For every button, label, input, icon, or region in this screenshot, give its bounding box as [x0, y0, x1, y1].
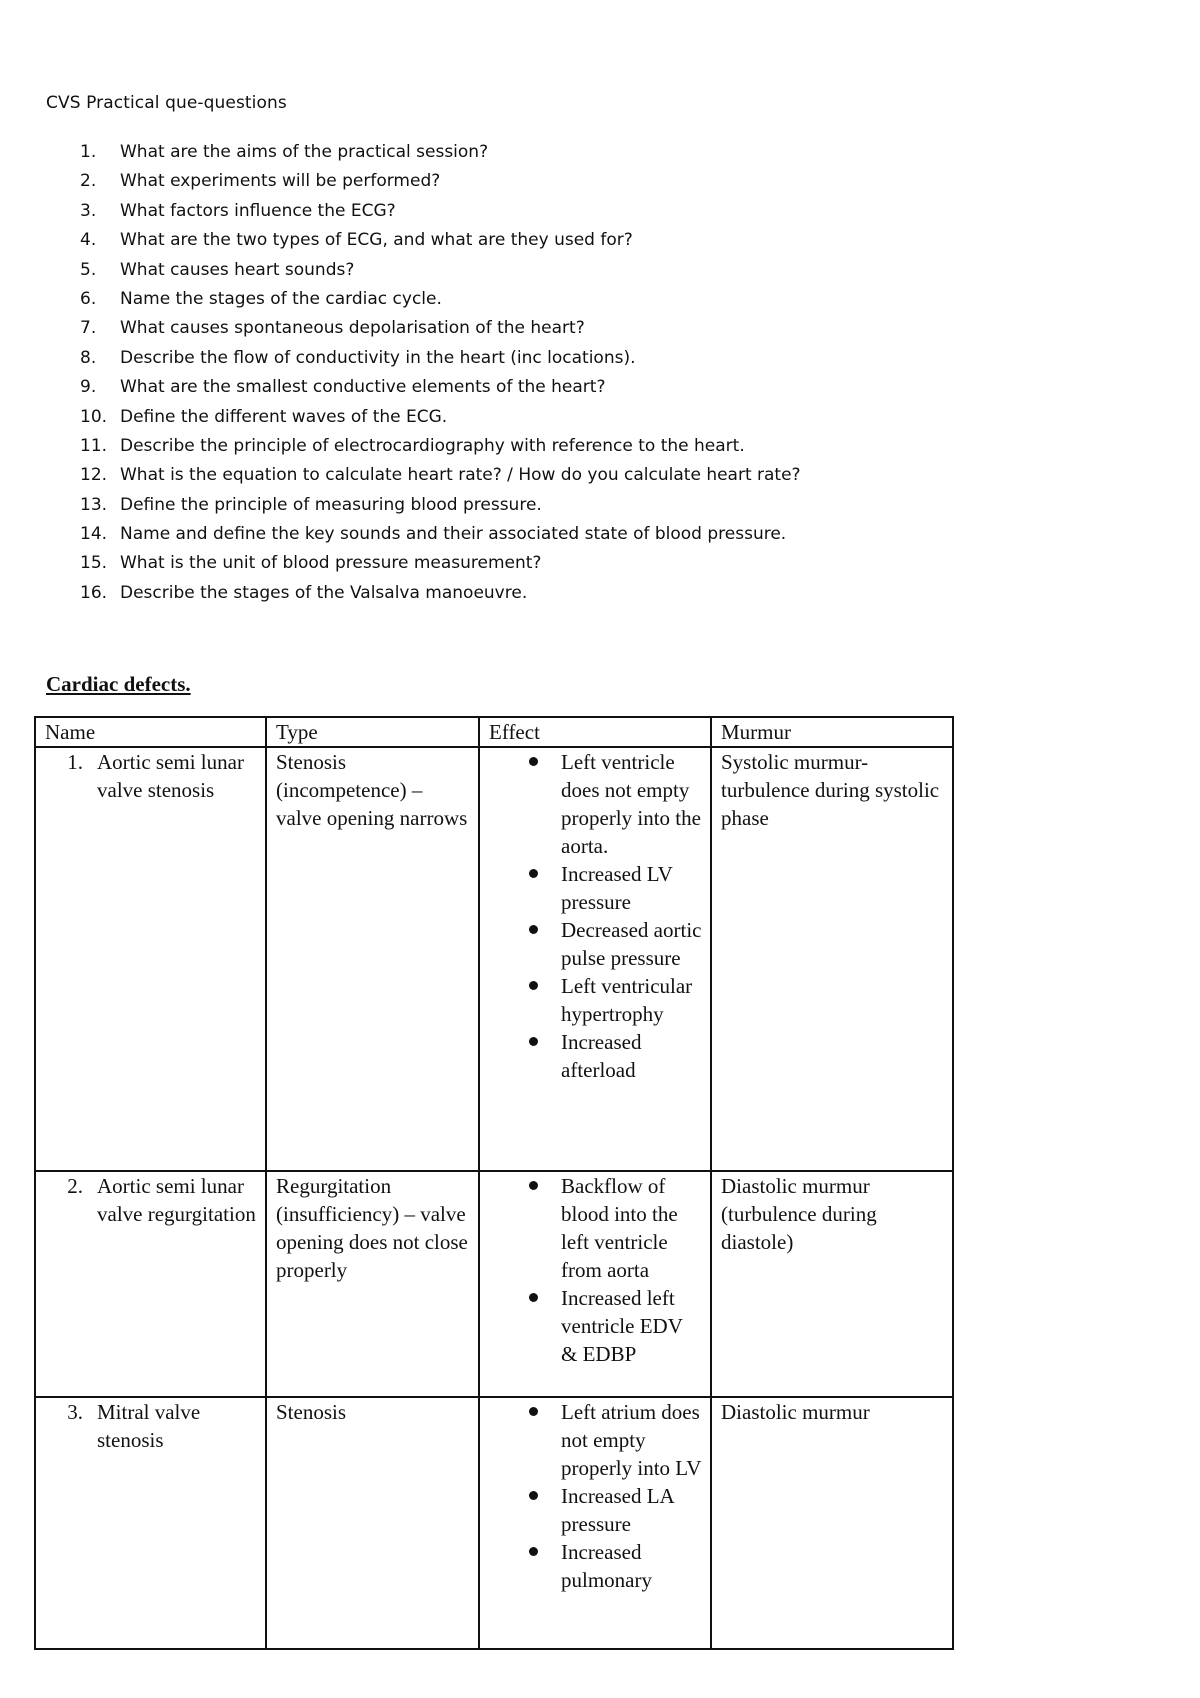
effect-cell	[479, 747, 711, 1171]
name-cell	[35, 1171, 266, 1397]
question-number: 1.	[80, 142, 97, 162]
effect-item: Left atrium does not empty properly into LV	[489, 1398, 704, 1482]
question-text: What are the aims of the practical session?	[120, 142, 489, 162]
question-text: Describe the stages of the Valsalva manoeuvre.	[120, 582, 528, 603]
row-number: 1.	[67, 750, 83, 774]
effect-item: Decreased aortic pulse pressure	[489, 916, 704, 972]
list-item	[80, 373, 801, 402]
question-number: 12.	[80, 465, 108, 486]
question-number: 3.	[80, 200, 97, 221]
cardiac-defects-table	[34, 716, 954, 1650]
type-cell: Regurgitation (insufficiency) – valve opening does not close properly	[266, 1171, 479, 1397]
question-text: Describe the principle of electrocardiography with reference to the heart.	[120, 435, 745, 456]
effect-item: Backflow of blood into the left ventricle from aorta	[489, 1172, 704, 1284]
table-row	[35, 747, 953, 1171]
effect-list	[489, 748, 704, 1084]
row-number: 3.	[67, 1400, 83, 1424]
question-number: 13.	[80, 494, 108, 515]
effect-item: Increased left ventricle EDV & EDBP	[489, 1284, 704, 1368]
question-number: 9.	[80, 377, 97, 398]
defect-name: Aortic semi lunar valve stenosis	[97, 750, 244, 802]
question-text: What is the equation to calculate heart rate? / How do you calculate heart rate?	[120, 465, 801, 486]
document-title: CVS Practical que-questions	[46, 93, 287, 113]
list-item	[80, 403, 801, 432]
question-number: 16.	[80, 582, 108, 603]
table-row	[35, 1171, 953, 1397]
question-number: 4.	[80, 230, 97, 251]
question-text: What causes heart sounds?	[120, 259, 355, 280]
question-number: 8.	[80, 347, 97, 368]
effect-item: Increased LA pressure	[489, 1482, 704, 1538]
defect-name: Mitral valve stenosis	[97, 1400, 201, 1452]
name-cell	[35, 1397, 266, 1649]
table-header-row	[35, 717, 953, 747]
effect-list	[489, 1172, 704, 1368]
list-item	[80, 197, 801, 226]
question-text: What factors influence the ECG?	[120, 200, 396, 221]
defect-name: Aortic semi lunar valve regurgitation	[97, 1174, 256, 1226]
question-text: Name the stages of the cardiac cycle.	[120, 288, 442, 309]
column-header-effect: Effect	[479, 717, 711, 747]
list-item	[80, 256, 801, 285]
question-number: 2.	[80, 171, 97, 192]
row-number: 2.	[67, 1174, 83, 1198]
question-list	[80, 138, 801, 608]
question-text: Define the different waves of the ECG.	[120, 406, 448, 427]
list-item	[80, 549, 801, 578]
list-item	[80, 138, 801, 167]
effect-item: Left ventricular hypertrophy	[489, 972, 704, 1028]
question-number: 15.	[80, 553, 108, 574]
question-number: 14.	[80, 524, 108, 545]
effect-cell	[479, 1171, 711, 1397]
effect-item: Increased LV pressure	[489, 860, 704, 916]
question-number: 10.	[80, 406, 108, 427]
type-cell: Stenosis	[266, 1397, 479, 1649]
list-item	[80, 491, 801, 520]
list-item	[80, 520, 801, 549]
list-item	[80, 461, 801, 490]
list-item	[80, 314, 801, 343]
effect-item: Left ventricle does not empty properly into the aorta.	[489, 748, 704, 860]
column-header-murmur: Murmur	[711, 717, 953, 747]
question-text: Define the principle of measuring blood pressure.	[120, 494, 542, 515]
list-item	[80, 167, 801, 196]
question-number: 7.	[80, 318, 97, 339]
list-item	[80, 344, 801, 373]
effect-item: Increased afterload	[489, 1028, 704, 1084]
question-text: Name and define the key sounds and their associated state of blood pressure.	[120, 524, 787, 545]
question-text: Describe the flow of conductivity in the heart (inc locations).	[120, 347, 636, 368]
question-text: What causes spontaneous depolarisation of the heart?	[120, 318, 585, 339]
effect-item: Increased pulmonary	[489, 1538, 704, 1594]
section-heading: Cardiac defects.	[46, 672, 191, 696]
effect-list	[489, 1398, 704, 1594]
column-header-name: Name	[35, 717, 266, 747]
question-text: What experiments will be performed?	[120, 171, 441, 192]
question-text: What are the smallest conductive elements of the heart?	[120, 377, 606, 398]
table-row	[35, 1397, 953, 1649]
type-cell: Stenosis (incompetence) – valve opening narrows	[266, 747, 479, 1171]
murmur-cell: Diastolic murmur (turbulence during diastole)	[711, 1171, 953, 1397]
question-text: What is the unit of blood pressure measurement?	[120, 553, 542, 574]
effect-cell	[479, 1397, 711, 1649]
column-header-type: Type	[266, 717, 479, 747]
question-number: 6.	[80, 288, 97, 309]
question-number: 5.	[80, 259, 97, 280]
list-item	[80, 432, 801, 461]
list-item	[80, 285, 801, 314]
question-number: 11.	[80, 435, 108, 456]
murmur-cell: Systolic murmur- turbulence during systolic phase	[711, 747, 953, 1171]
name-cell	[35, 747, 266, 1171]
list-item	[80, 226, 801, 255]
question-text: What are the two types of ECG, and what are they used for?	[120, 230, 633, 251]
murmur-cell: Diastolic murmur	[711, 1397, 953, 1649]
list-item	[80, 579, 801, 608]
